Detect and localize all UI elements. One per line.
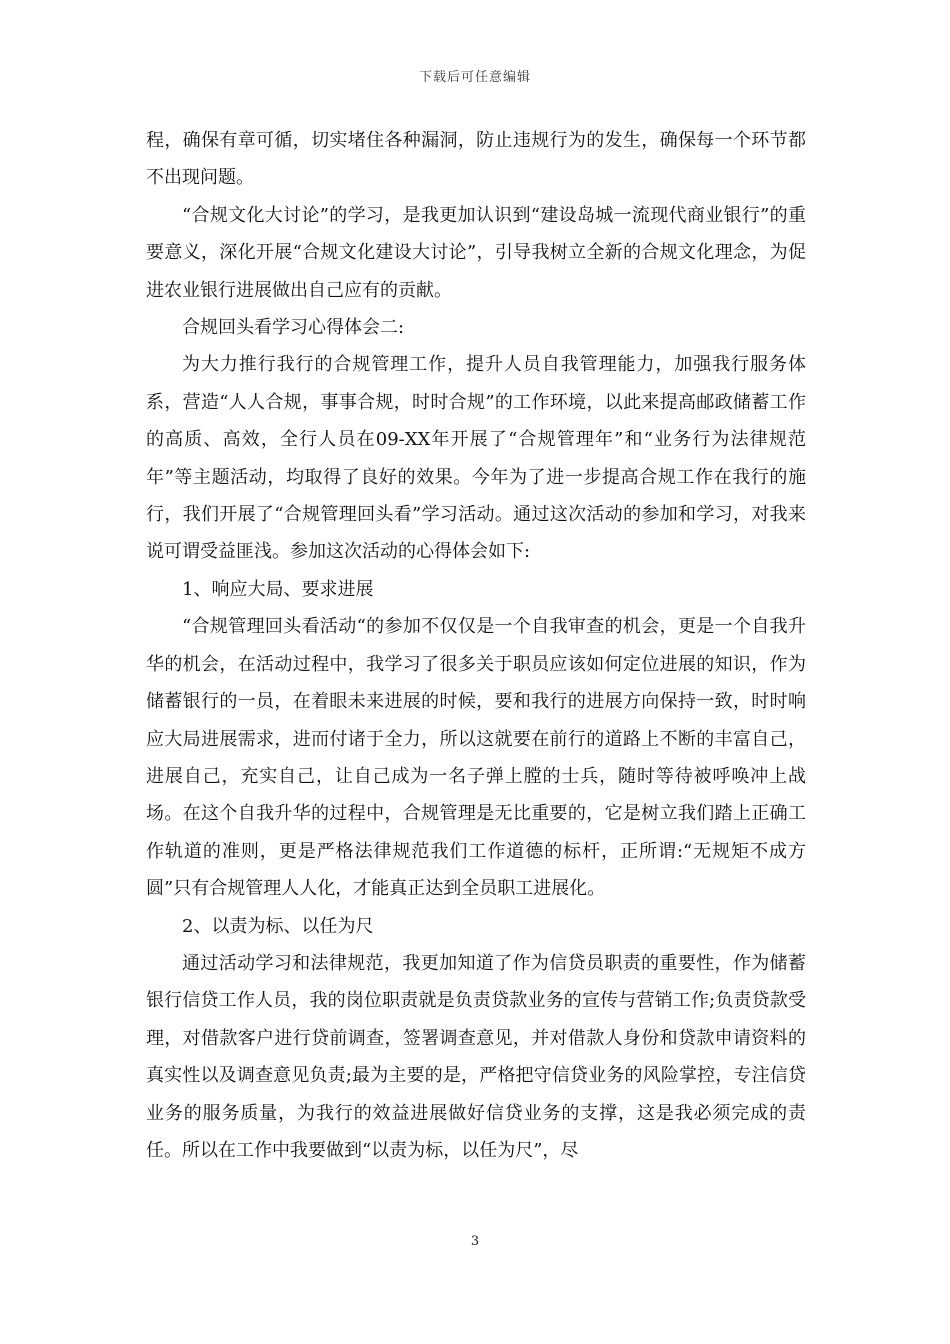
paragraph: 为大力推行我行的合规管理工作，提升人员自我管理能力，加强我行服务体系，营造“人人合规，事事合规，时时合规”的工作环境，以此来提高邮政储蓄工作的高质、高效，全行人员在09-XX年开展了“合规管理年”和“业务行为法律规范年”等主题活动，均取得了良好的效果。今年为了进一步提高合规工作在我行的施行，我们开展了“合规管理回头看”学习活动。通过这次活动的参加和学习，对我来说可谓受益匪浅。参加这次活动的心得体会如下:: [146, 354, 806, 563]
subheading-2: 2、以责为标、以任为尺: [182, 915, 374, 937]
page-number: 3: [470, 1234, 480, 1249]
subheading-1: 1、响应大局、要求进展: [182, 578, 374, 600]
paragraph: “合规文化大讨论”的学习，是我更加认识到“建设岛城一流现代商业银行”的重要意义，深化开展“合规文化建设大讨论”，引导我树立全新的合规文化理念，为促进农业银行进展做出自己应有的贡献。: [146, 204, 806, 301]
section-heading: 合规回头看学习心得体会二:: [182, 317, 405, 339]
paragraph-continuation: 程，确保有章可循，切实堵住各种漏洞，防止违规行为的发生，确保每一个环节都不出现问题。: [146, 130, 806, 189]
paragraph: “合规管理回头看活动“的参加不仅仅是一个自我审查的机会，更是一个自我升华的机会，在活动过程中，我学习了很多关于职员应该如何定位进展的知识，作为储蓄银行的一员，在着眼未来进展的时候，要和我行的进展方向保持一致，时时响应大局进展需求，进而付诸于全力，所以这就要在前行的道路上不断的丰富自己，进展自己，充实自己，让自己成为一名子弹上膛的士兵，随时等待被呼唤冲上战场。在这个自我升华的过程中，合规管理是无比重要的，它是树立我们踏上正确工作轨道的准则，更是严格法律规范我们工作道德的标杆，正所谓:“无规矩不成方圆”只有合规管理人人化，才能真正达到全员职工进展化。: [146, 616, 806, 900]
document-body: [146, 122, 806, 1169]
page-header: 下载后可任意编辑: [418, 70, 531, 85]
paragraph: 通过活动学习和法律规范，我更加知道了作为信贷员职责的重要性，作为储蓄银行信贷工作人员，我的岗位职责就是负责贷款业务的宣传与营销工作;负责贷款受理，对借款客户进行贷前调查，签署调查意见，并对借款人身份和贷款申请资料的真实性以及调查意见负责;最为主要的是，严格把守信贷业务的风险掌控，专注信贷业务的服务质量，为我行的效益进展做好信贷业务的支撑，这是我必须完成的责任。所以在工作中我要做到“以责为标，以任为尺”，尽: [146, 952, 806, 1161]
